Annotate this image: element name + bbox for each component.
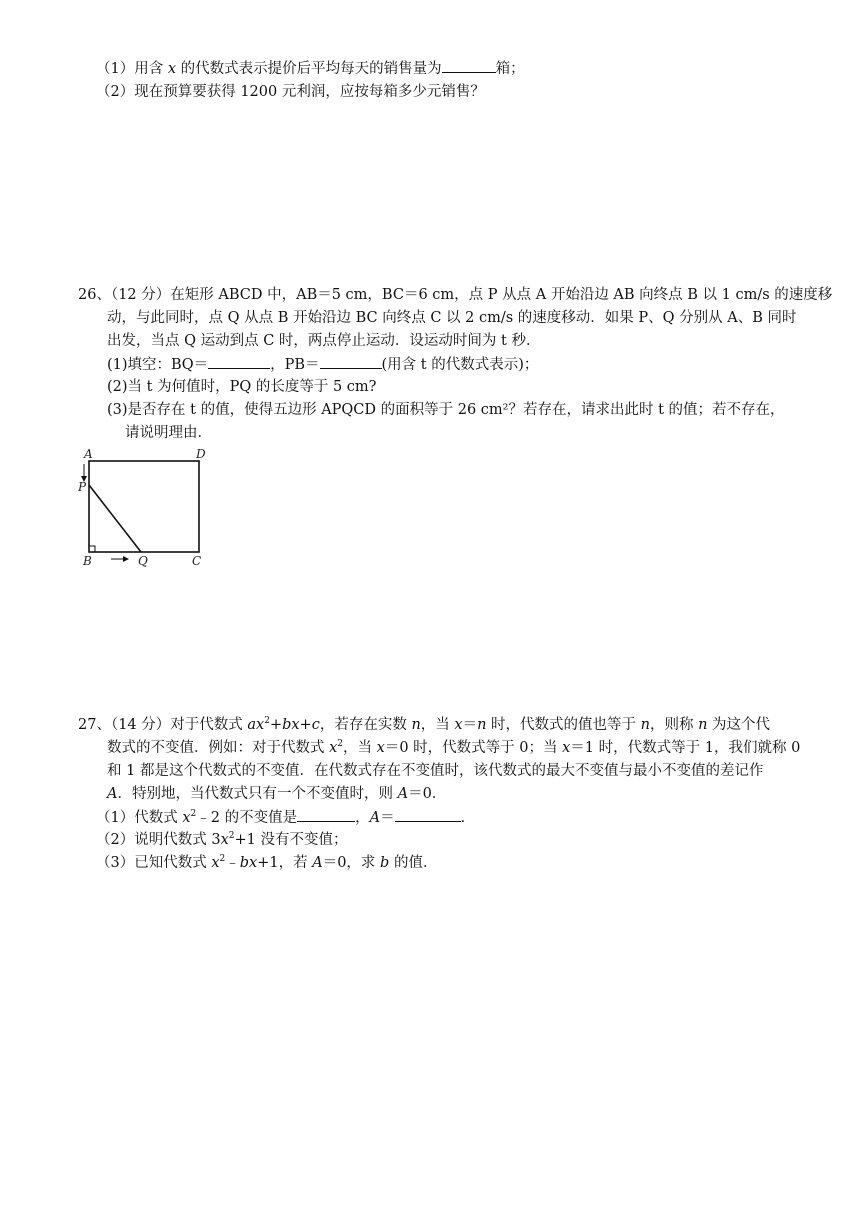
q27-p2-b: +1 没有不变值； (234, 832, 348, 848)
q27-l4-a: ．特别地，当代数式只有一个不变值时，则 (117, 786, 398, 802)
q27-subq3 (96, 853, 437, 873)
q27-var-n3: n (640, 717, 650, 733)
q27-p3-d: ＝0，求 (322, 855, 381, 871)
arrow-right-head-icon (123, 556, 129, 562)
q27-p1-c: ， (355, 810, 370, 826)
q27-l2-a: 数式的不变值．例如：对于代数式 (107, 740, 330, 756)
q26-subq3-line2: 请说明理由． (125, 425, 212, 441)
q27-subq2 (96, 830, 347, 850)
q26-stem-line2: 动，与此同时，点 Q 从点 B 开始沿边 BC 向终点 C 以 2 cm/s 的速度移动．如果 P、Q 分别从 A、B 同时 (107, 310, 797, 326)
q27-l2-sup: 2 (337, 739, 344, 749)
q27-var-x1: x (454, 717, 463, 733)
q27-stem-line4 (107, 784, 446, 804)
q27-p1-x: x (182, 810, 191, 826)
q25-part1 (96, 58, 525, 79)
q27-l1-g: 为这个代 (707, 717, 771, 733)
q27-p1-e: ． (460, 810, 476, 826)
q27-expr-b: +bx+c (269, 717, 320, 733)
q27-l2-x2: x (376, 740, 385, 756)
q27-p1-a: （1）代数式 (96, 810, 183, 826)
segment-pq (89, 485, 141, 552)
q27-p3-b: ﹣ (225, 855, 240, 871)
q27-p3-A: A (312, 855, 323, 871)
label-a: A (84, 447, 93, 461)
q27-p3-a: （3）已知代数式 (96, 855, 212, 871)
q26-subq1-text-c: (用含 t 的代数式表示)； (381, 357, 539, 373)
q27-stem-line1 (78, 715, 770, 735)
q27-var-n4: n (698, 717, 708, 733)
q27-l2-d: ＝1 时，代数式等于 1，我们就称 0 (570, 740, 801, 756)
q26-stem-line3: 出发，当点 Q 运动到点 C 时，两点停止运动．设运动时间为 t 秒． (107, 333, 541, 349)
label-c: C (192, 554, 202, 568)
q27-l1-d: ＝ (462, 717, 478, 733)
q26-pb-blank[interactable] (320, 354, 382, 369)
q26-subq2: (2)当 t 为何值时，PQ 的长度等于 5 cm? (107, 379, 377, 395)
q27-expr-a: ax (247, 717, 265, 733)
q27-sup-1: 2 (264, 716, 270, 726)
q26-subq1 (107, 354, 538, 375)
q27-var-n1: n (411, 717, 421, 733)
label-b: B (83, 554, 92, 568)
q27-l1-f: ，则称 (649, 717, 699, 733)
q26-bq-blank[interactable] (208, 354, 270, 369)
label-q: Q (138, 554, 148, 568)
q27-p3-bx: bx (239, 855, 258, 871)
q27-subq1 (96, 807, 475, 828)
q27-p2-x: x (220, 832, 229, 848)
q25-part1-text-c: 箱； (495, 61, 525, 77)
label-p: P (78, 480, 87, 494)
q27-stem-line2 (107, 738, 800, 758)
q27-p3-e: 的值． (389, 855, 438, 871)
q27-l2-x: x (329, 740, 338, 756)
q27-p1-b: ﹣2 的不变值是 (196, 810, 298, 826)
q27-l2-c: ＝0 时，代数式等于 0；当 (384, 740, 563, 756)
q27-l1-e: 时，代数式的值也等于 (486, 717, 641, 733)
q27-p2-sup: 2 (228, 831, 235, 841)
q27-p3-b-var: b (380, 855, 390, 871)
q27-l4-A2: A (397, 786, 409, 802)
q27-p2-a: （2）说明代数式 3 (96, 832, 221, 848)
q27-stem-line3: 和 1 都是这个代数式的不变值．在代数式存在不变值时，该代数式的最大不变值与最小不变值的差记作 (107, 763, 764, 779)
q25-var-x: x (167, 61, 177, 77)
q27-l1-c: ，当 (420, 717, 455, 733)
q27-p3-x: x (211, 855, 220, 871)
q27-p1-d: ＝ (380, 810, 395, 826)
q26-subq3-line1: (3)是否存在 t 的值，使得五边形 APQCD 的面积等于 26 cm²？若存在，请求出此时 t 的值；若不存在， (107, 402, 785, 418)
q27-l2-b: ，当 (343, 740, 377, 756)
q25-part1-text-b: 的代数式表示提价后平均每天的销售量为 (176, 61, 442, 77)
q27-a-value-blank[interactable] (395, 807, 461, 822)
q27-p1-sup: 2 (190, 809, 197, 819)
q25-part1-text-a: （1）用含 (96, 61, 168, 77)
rectangle-abcd-figure (78, 445, 218, 575)
q27-p3-c: +1，若 (257, 855, 313, 871)
q25-answer-blank[interactable] (442, 58, 496, 73)
q27-l2-x3: x (562, 740, 571, 756)
label-d: D (196, 447, 206, 461)
q26-subq1-text-b: ，PB＝ (270, 357, 320, 373)
q26-stem-line1: 26、（12 分）在矩形 ABCD 中，AB＝5 cm，BC＝6 cm，点 P 从点 A 开始沿边 AB 向终点 B 以 1 cm/s 的速度移 (78, 287, 833, 303)
right-angle-mark (89, 546, 95, 552)
q25-part2: （2）现在预算要获得 1200 元利润，应按每箱多少元销售？ (96, 84, 485, 100)
q27-invariant-blank[interactable] (297, 807, 355, 822)
q27-p1-A: A (369, 810, 381, 826)
q27-l1-b: ，若存在实数 (319, 717, 412, 733)
q27-p3-sup: 2 (219, 854, 226, 864)
q27-l4-A: A (107, 786, 118, 802)
q27-l1-a: 27、（14 分）对于代数式 (78, 717, 248, 733)
q26-subq1-text-a: (1)填空：BQ＝ (107, 357, 209, 373)
q27-var-n2: n (477, 717, 487, 733)
q27-l4-b: ＝0． (408, 786, 447, 802)
